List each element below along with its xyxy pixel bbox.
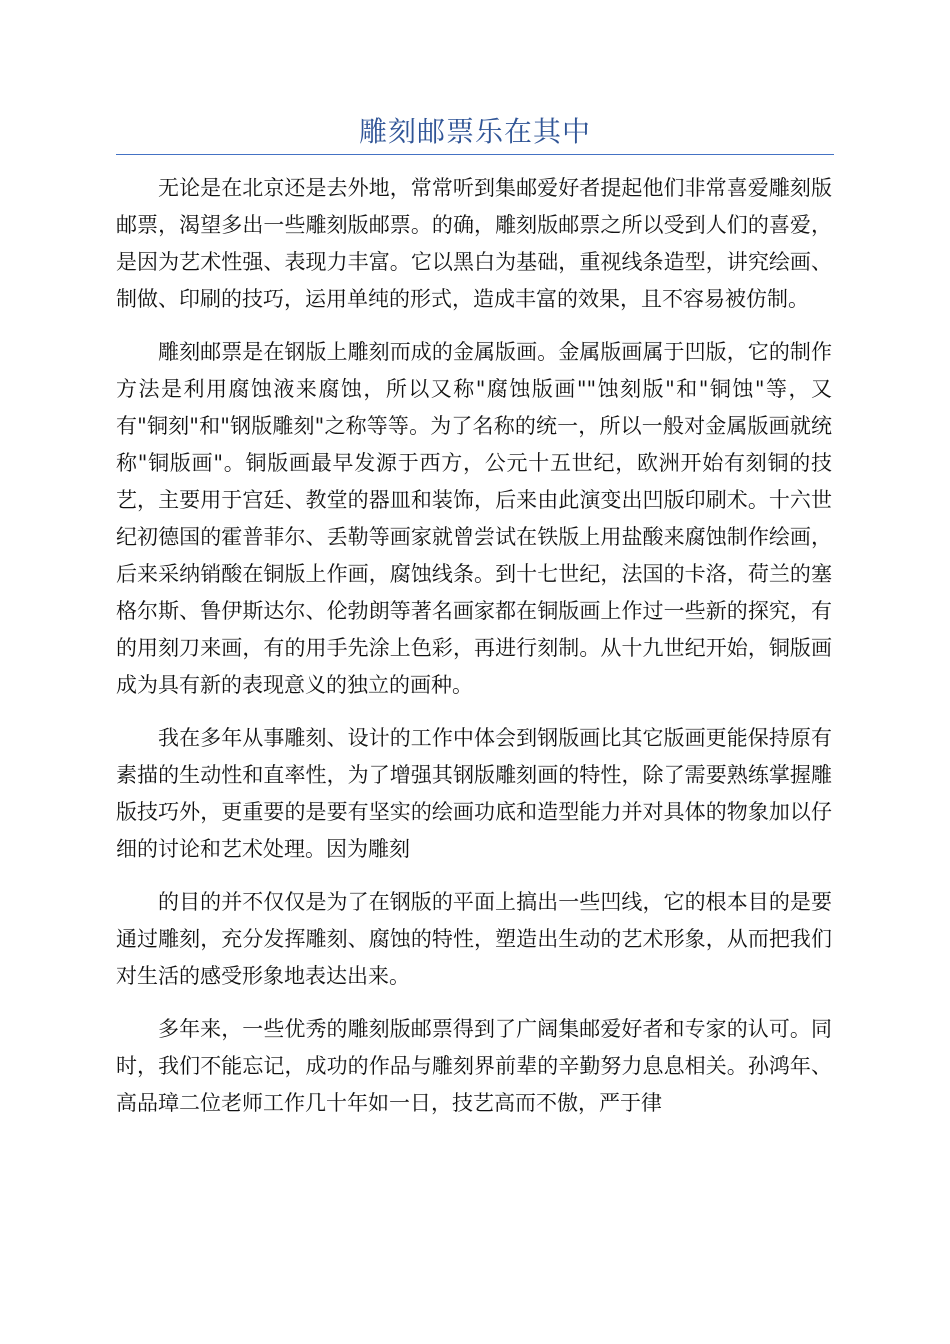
- paragraph-4: 的目的并不仅仅是为了在钢版的平面上搞出一些凹线，它的根本目的是要通过雕刻，充分发挥雕刻、腐蚀的特性，塑造出生动的艺术形象，从而把我们对生活的感受形象地表达出来。: [116, 890, 832, 988]
- title-underline: [116, 154, 834, 155]
- paragraph-3: 我在多年从事雕刻、设计的工作中体会到钢版画比其它版画更能保持原有素描的生动性和直率性，为了增强其钢版雕刻画的特性，除了需要熟练掌握雕版技巧外，更重要的是要有坚实的绘画功底和造型能力并对具体的物象加以仔细的讨论和艺术处理。因为雕刻: [116, 726, 832, 861]
- document-title: 雕刻邮票乐在其中: [358, 115, 591, 148]
- paragraph-5: 多年来，一些优秀的雕刻版邮票得到了广阔集邮爱好者和专家的认可。同时，我们不能忘记，成功的作品与雕刻界前辈的辛勤努力息息相关。孙鸿年、高品璋二位老师工作几十年如一日，技艺高而不傲，严于律: [116, 1017, 832, 1115]
- paragraph-1: 无论是在北京还是去外地，常常听到集邮爱好者提起他们非常喜爱雕刻版邮票，渴望多出一些雕刻版邮票。的确，雕刻版邮票之所以受到人们的喜爱，是因为艺术性强、表现力丰富。它以黑白为基础，重视线条造型，讲究绘画、制做、印刷的技巧，运用单纯的形式，造成丰富的效果，且不容易被仿制。: [116, 176, 832, 311]
- document-body: [116, 170, 832, 1138]
- paragraph-2: 雕刻邮票是在钢版上雕刻而成的金属版画。金属版画属于凹版，它的制作方法是利用腐蚀液来腐蚀，所以又称"腐蚀版画""蚀刻版"和"铜蚀"等，又有"铜刻"和"钢版雕刻"之称等等。为了名称的统一，所以一般对金属版画就统称"铜版画"。铜版画最早发源于西方，公元十五世纪，欧洲开始有刻铜的技艺，主要用于宫廷、教堂的器皿和装饰，后来由此演变出凹版印刷术。十六世纪初德国的霍普菲尔、丢勒等画家就曾尝试在铁版上用盐酸来腐蚀制作绘画，后来采纳销酸在铜版上作画，腐蚀线条。到十七世纪，法国的卡洛，荷兰的塞格尔斯、鲁伊斯达尔、伦勃朗等著名画家都在铜版画上作过一些新的探究，有的用刻刀来画，有的用手先涂上色彩，再进行刻制。从十九世纪开始，铜版画成为具有新的表现意义的独立的画种。: [116, 340, 832, 697]
